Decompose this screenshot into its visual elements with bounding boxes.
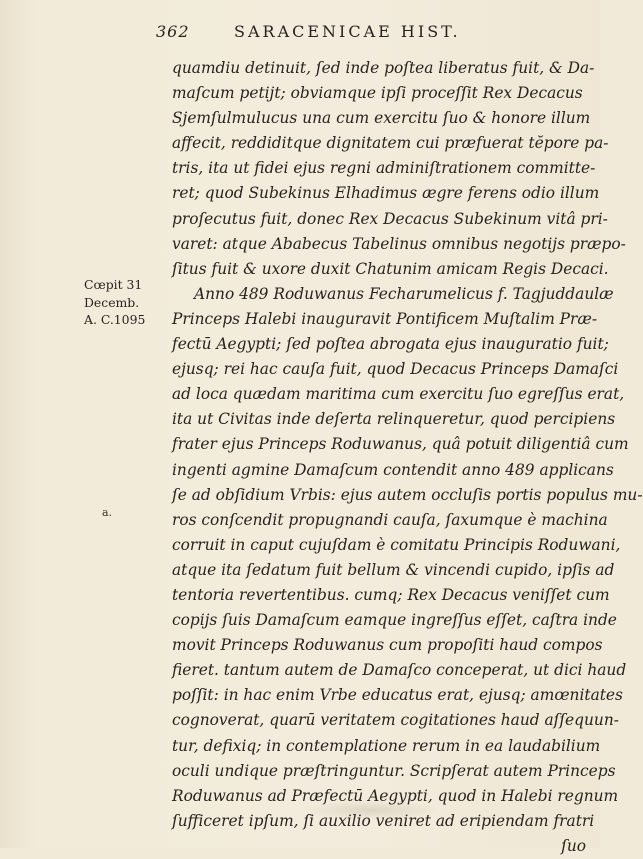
text-line: ros conſcendit propugnandi cauſa, ſaxumque è machina xyxy=(172,510,608,529)
margin-mark: a. xyxy=(102,506,113,519)
text-line: fieret. tantum autem de Damaſco conceperat, ut dici haud xyxy=(172,661,627,680)
text-line: Anno 489 Roduwanus Fecharumelicus f. Tagjuddaulæ xyxy=(194,284,614,303)
text-line: copijs ſuis Damaſcum eamque ingreſſus eſſet, caſtra inde xyxy=(172,611,617,630)
text-line: ſufficeret ipſum, ſi auxilio veniret ad eripiendam fratri xyxy=(172,811,595,830)
text-line: quamdiu detinuit, ſed inde poſtea liberatus fuit, & Da- xyxy=(172,59,595,77)
text-line: poſſit: in hac enim Vrbe educatus erat, ejusq; amœnitates xyxy=(172,686,623,705)
text-line: ita ut Civitas inde deſerta relinqueretur, quod percipiens xyxy=(172,410,616,429)
text-line: ingenti agmine Damaſcum contendit anno 489 applicans xyxy=(172,460,614,479)
text-line: fectū Aegypti; ſed poſtea abrogata ejus inauguratio fuit; xyxy=(172,335,609,354)
text-line: cognoverat, quarū veritatem cogitationes haud aſſequun- xyxy=(172,711,619,730)
text-line: maſcum petijt; obviamque ipſi proceſſit Rex Decacus xyxy=(172,84,583,103)
margin-note xyxy=(84,276,168,329)
body-text xyxy=(172,56,643,859)
margin-note-line: Decemb. xyxy=(84,294,140,310)
text-line: tentoria revertentibus. cumq; Rex Decacus veniſſet cum xyxy=(172,585,610,604)
text-line: movit Princeps Roduwanus cum propoſiti haud compos xyxy=(172,636,603,655)
page-number: 362 xyxy=(156,22,190,41)
text-line: tur, defixiq; in contemplatione rerum in ea laudabilium xyxy=(172,736,601,755)
margin-note-line: Cœpit 31 xyxy=(84,277,143,292)
running-title: SARACENICAE HIST. xyxy=(234,22,461,41)
catchword: ſuo xyxy=(561,836,586,855)
text-line: affecit, reddiditque dignitatem cui præfuerat tĕpore pa- xyxy=(172,134,609,153)
text-line: Sjemſulmulucus una cum exercitu ſuo & honore illum xyxy=(172,109,591,128)
text-line: ſe ad obſidium Vrbis: ejus autem occluſis portis populus mu- xyxy=(172,485,643,504)
text-line: Roduwanus ad Præfectū Aegypti, quod in Halebi regnum xyxy=(172,786,619,805)
text-line: oculi undique præſtringuntur. Scripſerat autem Princeps xyxy=(172,761,616,780)
text-line: ejusq; rei hac cauſa fuit, quod Decacus Princeps Damaſci xyxy=(172,360,619,379)
text-line: Princeps Halebi inauguravit Pontificem Muſtalim Præ- xyxy=(172,309,598,328)
text-line: ad loca quædam maritima cum exercitu ſuo egreſſus erat, xyxy=(172,385,625,404)
text-line: ſitus fuit & uxore duxit Chatunim amicam Regis Decaci. xyxy=(172,259,609,278)
margin-note-line: A. C.1095 xyxy=(84,312,146,327)
text-line: corruit in caput cujuſdam è comitatu Principis Roduwani, xyxy=(172,535,621,554)
text-line: tris, ita ut fidei ejus regni adminiſtrationem committe- xyxy=(172,159,596,178)
text-line: ret; quod Subekinus Elhadimus ægre ferens odio illum xyxy=(172,184,600,203)
text-line: frater ejus Princeps Roduwanus, quâ potuit diligentiâ cum xyxy=(172,435,629,454)
text-line: proſecutus fuit, donec Rex Decacus Subekinum vitâ pri- xyxy=(172,209,608,228)
text-line: varet: atque Ababecus Tabelinus omnibus negotijs præpo- xyxy=(172,234,626,253)
page-stain xyxy=(300,800,440,820)
text-line: atque ita ſedatum fuit bellum & vincendi cupido, ipſis ad xyxy=(172,560,615,579)
